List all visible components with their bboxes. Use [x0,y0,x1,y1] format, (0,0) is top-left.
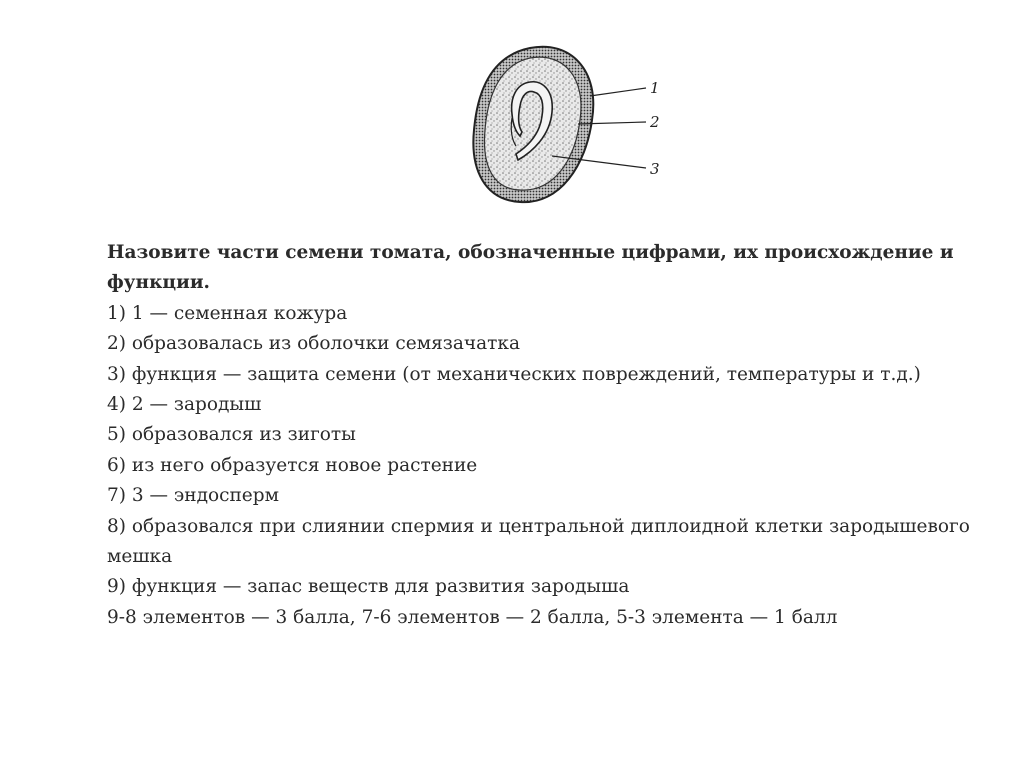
answer-list [107,299,987,633]
scoring-line: 9-8 элементов — 3 балла, 7-6 элементов — 2 балла, 5-3 элемента — 1 балл [107,606,838,628]
answer-item-3: 3) функция — защита семени (от механических повреждений, температуры и т.д.) [107,363,921,385]
seed-diagram [460,40,680,220]
question-heading: Назовите части семени томата, обозначенные цифрами, их происхождение и функции. [107,242,954,294]
answer-item-5: 5) образовался из зиготы [107,424,356,446]
answer-item-7: 7) 3 — эндосперм [107,485,279,507]
answer-item-2: 2) образовалась из оболочки семязачатка [107,333,520,355]
figure-label-2: 2 [650,113,660,131]
leader-line-1 [590,88,646,96]
answer-item-9: 9) функция — запас веществ для развития зародыша [107,576,630,598]
answer-item-4: 4) 2 — зародыш [107,394,262,416]
answer-item-1: 1) 1 — семенная кожура [107,302,348,324]
tomato-seed-figure [460,40,680,220]
answer-item-6: 6) из него образуется новое растение [107,454,478,476]
answer-text-block [107,238,987,633]
figure-label-1: 1 [650,79,660,97]
figure-label-3: 3 [650,160,660,178]
answer-item-8: 8) образовался при слиянии спермия и центральной диплоидной клетки зародышевого мешка [107,515,970,568]
